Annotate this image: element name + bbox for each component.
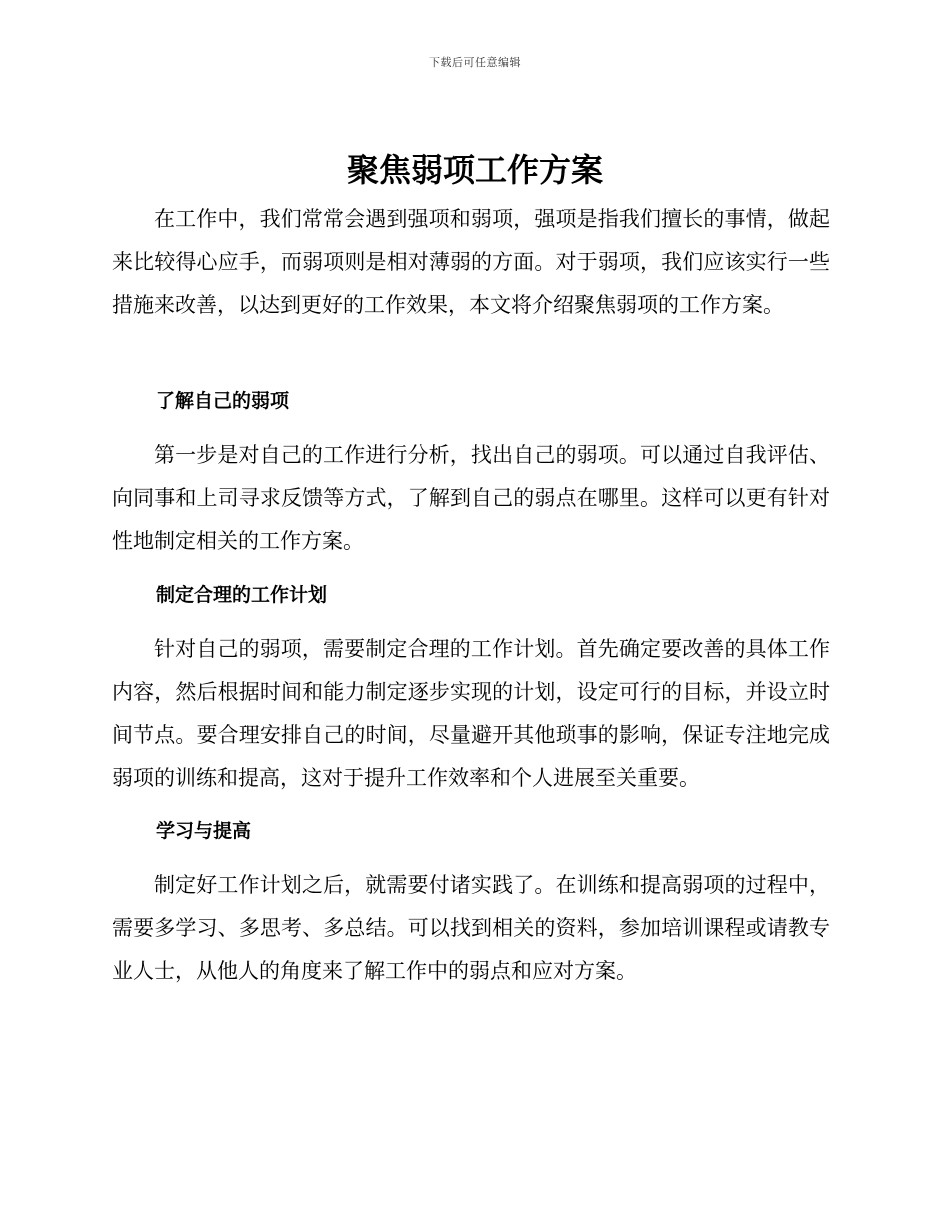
intro-paragraph: 在工作中，我们常常会遇到强项和弱项，强项是指我们擅长的事情，做起来比较得心应手，而弱项则是相对薄弱的方面。对于弱项，我们应该实行一些措施来改善，以达到更好的工作效果，本文将介绍聚焦弱项的工作方案。 bbox=[112, 207, 830, 317]
section-heading-understand-weakness: 了解自己的弱项 bbox=[156, 390, 290, 412]
header-note: 下载后可任意编辑 bbox=[429, 56, 521, 69]
section-heading-learning: 学习与提高 bbox=[156, 820, 252, 842]
document-title: 聚焦弱项工作方案 bbox=[346, 151, 603, 189]
section-body-learning: 制定好工作计划之后，就需要付诸实践了。在训练和提高弱项的过程中，需要多学习、多思考、多总结。可以找到相关的资料，参加培训课程或请教专业人士，从他人的角度来了解工作中的弱点和应对方案。 bbox=[112, 873, 830, 983]
section-body-work-plan: 针对自己的弱项，需要制定合理的工作计划。首先确定要改善的具体工作内容，然后根据时间和能力制定逐步实现的计划，设定可行的目标，并设立时间节点。要合理安排自己的时间，尽量避开其他琐事的影响，保证专注地完成弱项的训练和提高，这对于提升工作效率和个人进展至关重要。 bbox=[112, 637, 830, 790]
section-heading-work-plan: 制定合理的工作计划 bbox=[156, 584, 328, 606]
section-body-understand-weakness: 第一步是对自己的工作进行分析，找出自己的弱项。可以通过自我评估、向同事和上司寻求反馈等方式，了解到自己的弱点在哪里。这样可以更有针对性地制定相关的工作方案。 bbox=[112, 443, 830, 553]
